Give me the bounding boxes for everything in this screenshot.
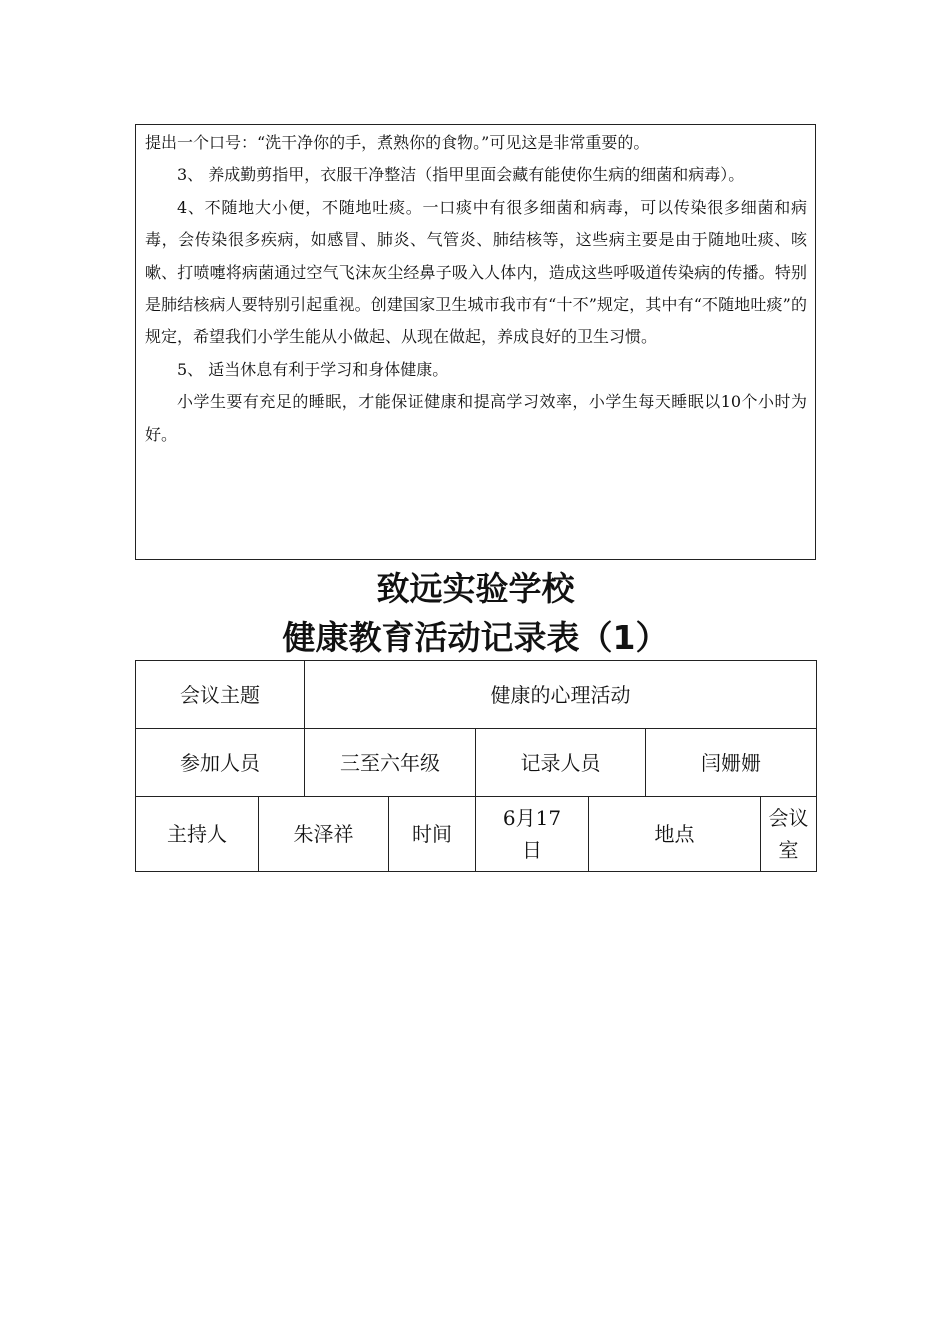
participants-value-cell: 三至六年级 xyxy=(305,729,476,797)
time-label-cell: 时间 xyxy=(389,797,476,872)
school-name-heading: 致远实验学校 xyxy=(376,569,575,608)
recorder-value-cell: 闫姗姗 xyxy=(646,729,817,797)
form-title-heading: 健康教育活动记录表（1） xyxy=(282,618,669,657)
activity-record-table xyxy=(135,660,817,872)
paragraph-item-4: 4、不随地大小便，不随地吐痰。一口痰中有很多细菌和病毒，可以传染很多细菌和病毒，会传染很多疾病，如感冒、肺炎、气管炎、肺结核等，这些病主要是由于随地吐痰、咳嗽、打喷嚏将病菌通过空气飞沫灰尘经鼻子吸入人体内，造成这些呼吸道传染病的传播。特别是肺结核病人要特别引起重视。创建国家卫生城市我市有“十不”规定，其中有“不随地吐痰”的规定，希望我们小学生能从小做起、从现在做起，养成良好的卫生习惯。 xyxy=(145,197,807,347)
participants-label-cell: 参加人员 xyxy=(136,729,305,797)
recorder-label-cell: 记录人员 xyxy=(476,729,646,797)
paragraph-item-3: 3、 养成勤剪指甲，衣服干净整洁（指甲里面会藏有能使你生病的细菌和病毒）。 xyxy=(177,165,745,185)
table-row-topic xyxy=(136,661,817,729)
table-row-host xyxy=(136,797,817,872)
paragraph-item-5: 5、 适当休息有利于学习和身体健康。 xyxy=(177,359,449,379)
paragraph-sleep: 小学生要有充足的睡眠，才能保证健康和提高学习效率，小学生每天睡眠以10个小时为好。 xyxy=(145,392,807,444)
location-label-cell: 地点 xyxy=(589,797,761,872)
table-row-participants xyxy=(136,729,817,797)
host-value-cell: 朱泽祥 xyxy=(259,797,389,872)
paragraph-slogan: 提出一个口号：“洗干净你的手，煮熟你的食物。”可见这是非常重要的。 xyxy=(145,133,650,152)
topic-label-cell: 会议主题 xyxy=(136,661,305,729)
content-text-box xyxy=(135,124,816,560)
page-title xyxy=(135,564,816,662)
host-label-cell: 主持人 xyxy=(136,797,259,872)
topic-value-cell: 健康的心理活动 xyxy=(305,661,817,729)
time-value-cell: 6月17日 xyxy=(476,797,589,872)
location-value-cell: 会议室 xyxy=(761,797,817,872)
